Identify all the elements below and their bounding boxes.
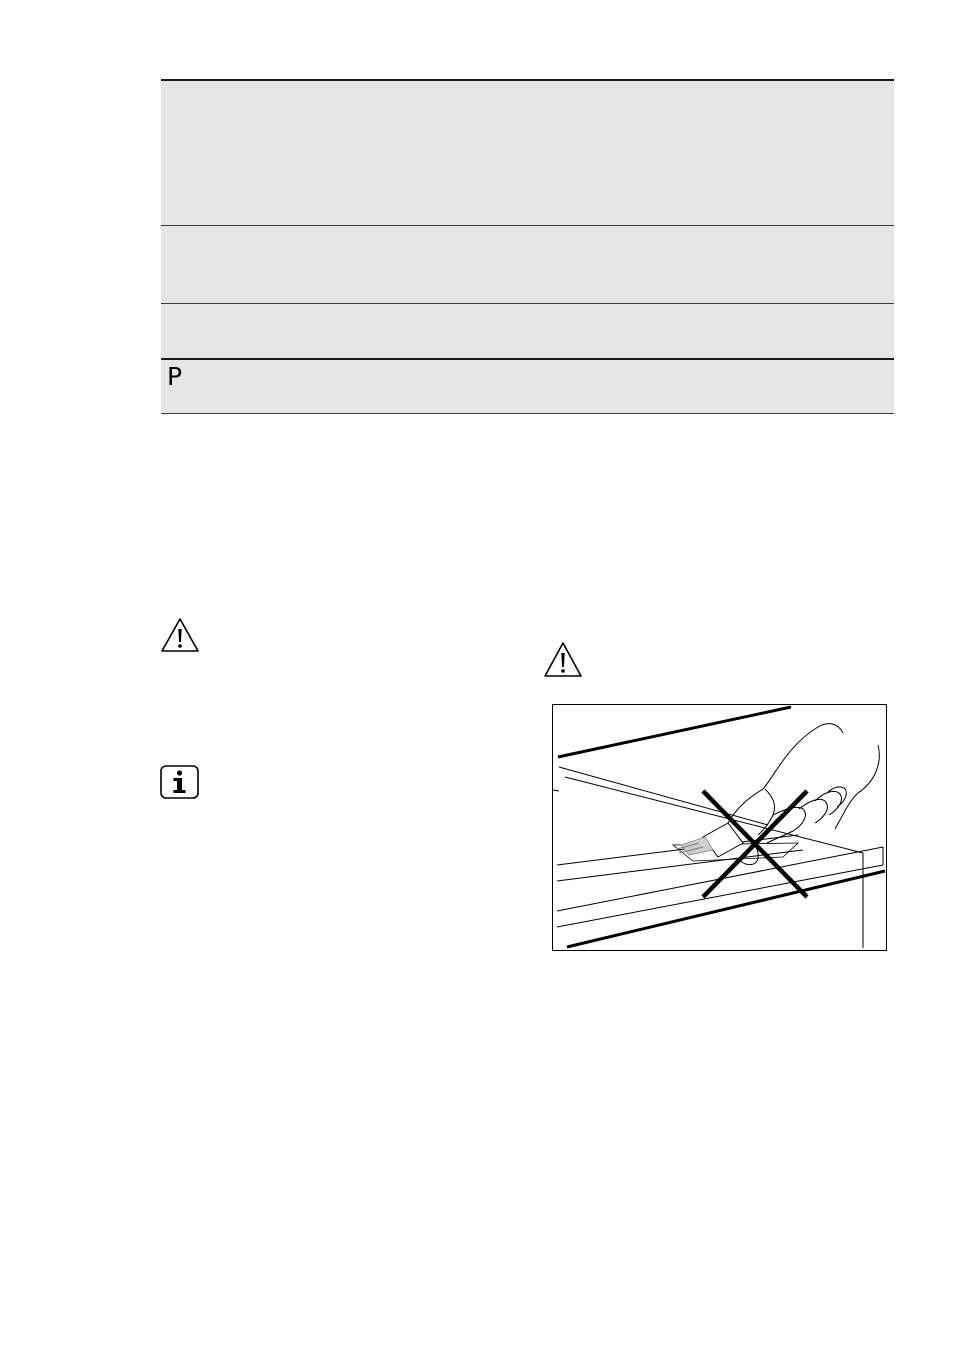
warning-triangle-icon [543,641,583,678]
table-row [161,79,894,225]
settings-table [161,79,894,414]
row-symbol: P [167,362,183,391]
info-icon [160,765,199,799]
scraper-warning-illustration [552,704,887,951]
table-row [161,225,894,303]
warning-triangle-icon [160,617,200,653]
table-row [161,358,894,414]
table-row [161,303,894,358]
